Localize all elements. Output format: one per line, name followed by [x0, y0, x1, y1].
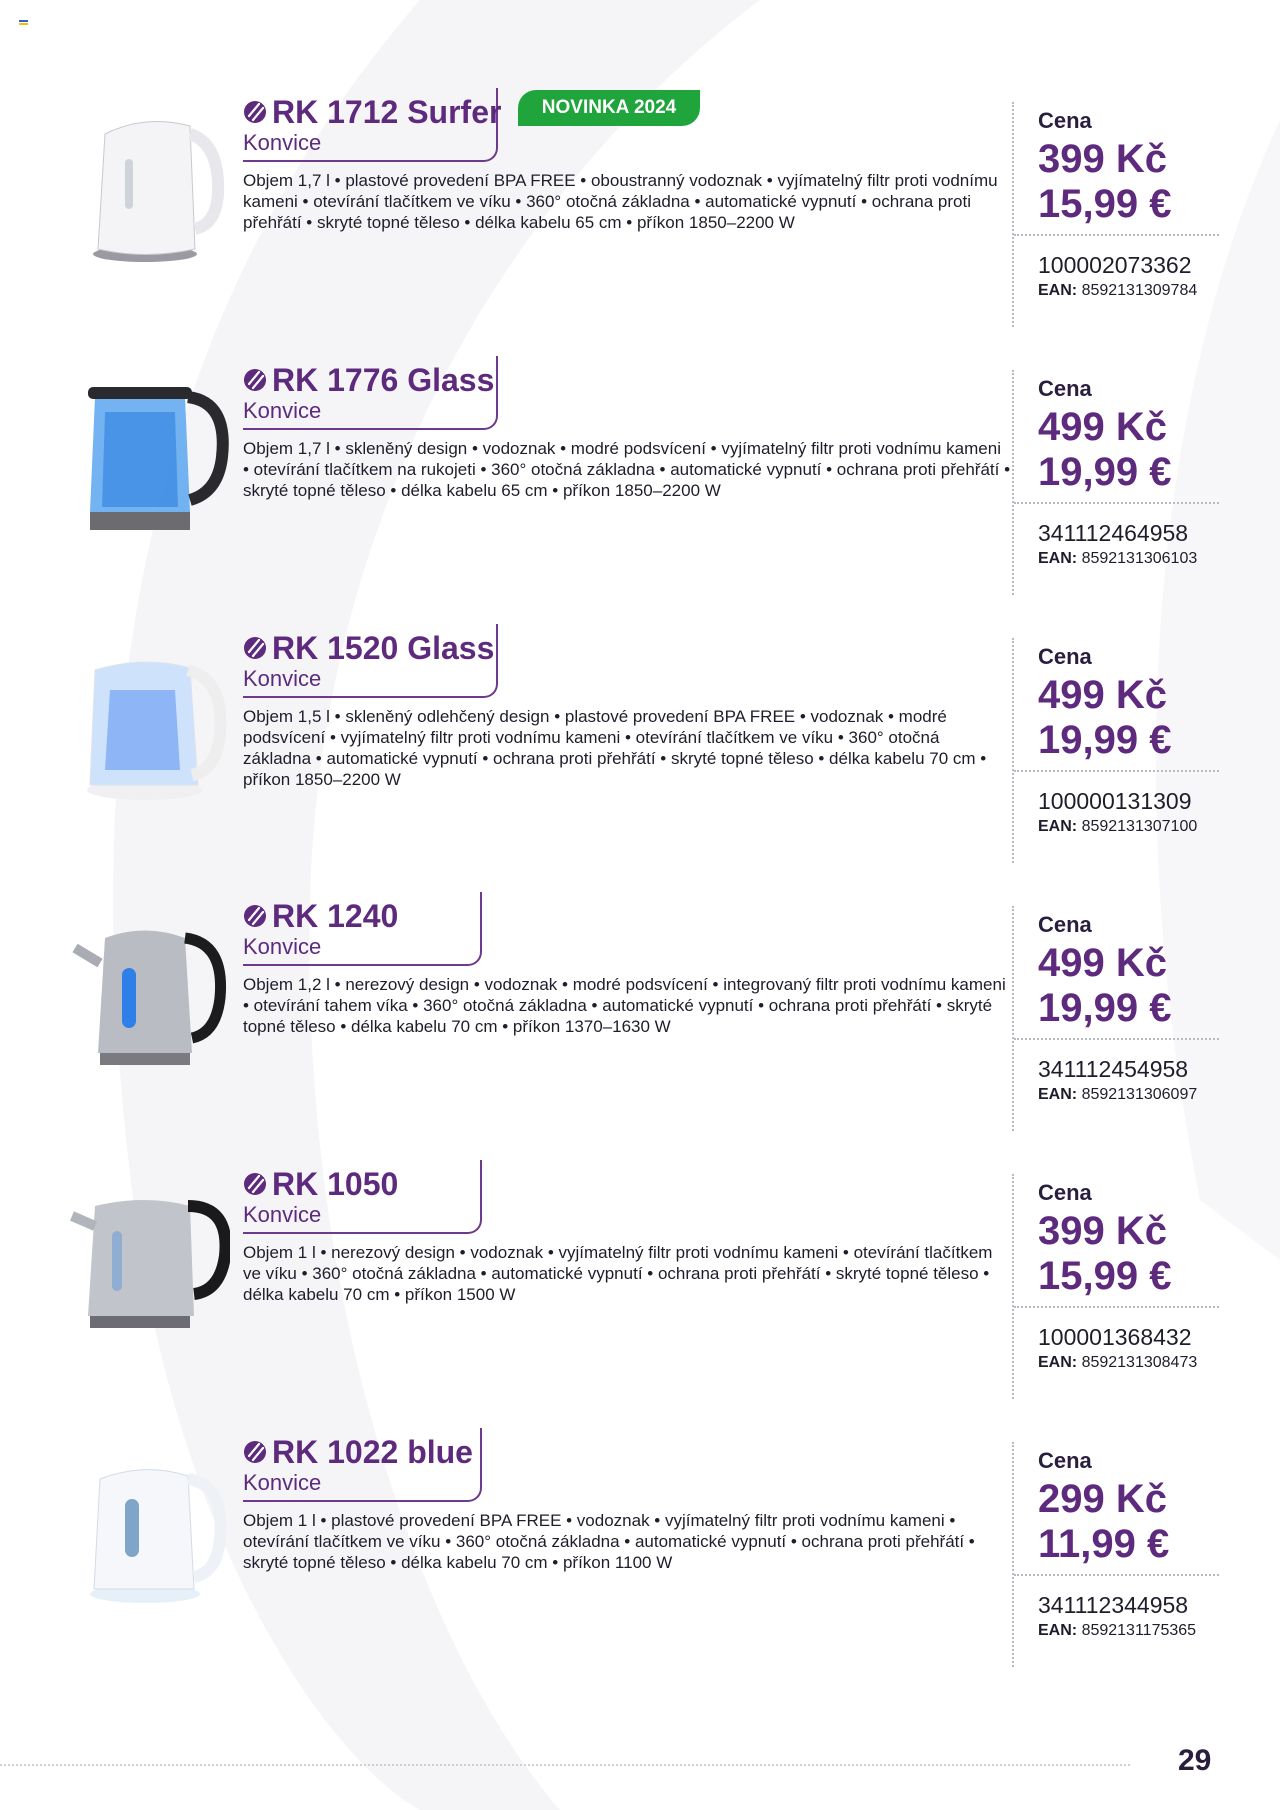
price-label: Cena	[1038, 108, 1092, 133]
product-row	[0, 1160, 1280, 1431]
product-category: Konvice	[243, 666, 322, 691]
ean-line	[1038, 282, 1197, 300]
ean-line	[1038, 1354, 1197, 1372]
glass-blue-kettle-icon	[70, 372, 230, 542]
ean-label: EAN:	[1038, 1086, 1078, 1103]
page-number: 29	[1178, 1744, 1212, 1777]
product-category: Konvice	[243, 1202, 322, 1227]
product-category: Konvice	[243, 934, 322, 959]
ean-value: 8592131307100	[1081, 818, 1198, 835]
price-divider	[1014, 502, 1219, 504]
price-czk: 299 Kč	[1038, 1477, 1167, 1521]
price-block	[1012, 638, 1219, 863]
brand-logo-icon	[243, 904, 267, 928]
ean-line	[1038, 1086, 1197, 1104]
product-title-box	[243, 624, 498, 698]
ean-line	[1038, 1622, 1196, 1640]
product-category: Konvice	[243, 398, 322, 423]
ean-label: EAN:	[1038, 550, 1078, 567]
price-divider	[1014, 234, 1219, 236]
price-divider	[1014, 770, 1219, 772]
price-eur: 19,99 €	[1038, 450, 1172, 494]
product-code: 341112454958	[1038, 1056, 1189, 1082]
brand-logo-icon	[243, 100, 267, 124]
price-label: Cena	[1038, 1448, 1092, 1473]
product-category: Konvice	[243, 1470, 322, 1495]
steel-black-kettle-icon	[70, 1176, 230, 1346]
product-title-box	[243, 1160, 482, 1234]
price-label: Cena	[1038, 1180, 1092, 1205]
price-block	[1012, 906, 1219, 1131]
ean-label: EAN:	[1038, 818, 1078, 835]
price-czk: 499 Kč	[1038, 405, 1167, 449]
glass-white-kettle-icon	[70, 640, 230, 810]
product-description: Objem 1 l • plastové provedení BPA FREE • vodoznak • vyjímatelný filtr proti vodnímu kameni • otevírání tlačítkem ve víku • 360° otočná základna • automatické vypnutí • ochrana proti přehřátí • skryté topné těleso • délka kabelu 70 cm • příkon 1100 W	[243, 1511, 975, 1572]
ean-value: 8592131306097	[1081, 1086, 1198, 1103]
product-row	[0, 624, 1280, 895]
product-row	[0, 892, 1280, 1163]
product-description: Objem 1 l • nerezový design • vodoznak • vyjímatelný filtr proti vodnímu kameni • otevírání tlačítkem ve víku • 360° otočná základna • automatické vypnutí • ochrana proti přehřátí • skryté topné těleso • délka kabelu 70 cm • příkon 1500 W	[243, 1243, 993, 1304]
product-name: RK 1240	[272, 898, 399, 934]
product-category: Konvice	[243, 130, 322, 155]
ean-label: EAN:	[1038, 1354, 1078, 1371]
product-code: 341112344958	[1038, 1592, 1189, 1618]
product-name: RK 1022 blue	[272, 1434, 473, 1470]
product-row	[0, 1428, 1280, 1699]
price-eur: 15,99 €	[1038, 1254, 1172, 1298]
product-description: Objem 1,7 l • skleněný design • vodoznak • modré podsvícení • vyjímatelný filtr proti vodnímu kameni • otevírání tlačítkem na rukojeti • 360° otočná základna • automatické vypnutí • ochrana proti přehřátí • skryté topné těleso • délka kabelu 65 cm • příkon 1850–2200 W	[243, 439, 1011, 500]
ean-value: 8592131308473	[1081, 1354, 1198, 1371]
product-title-box	[243, 892, 482, 966]
brand-logo-icon	[243, 636, 267, 660]
price-czk: 399 Kč	[1038, 137, 1167, 181]
price-eur: 19,99 €	[1038, 718, 1172, 762]
product-name: RK 1712 Surfer	[272, 94, 502, 130]
product-description: Objem 1,7 l • plastové provedení BPA FREE • oboustranný vodoznak • vyjímatelný filtr proti vodnímu kameni • otevírání tlačítkem ve víku • 360° otočná základna • automatické vypnutí • ochrana proti přehřátí • skryté topné těleso • délka kabelu 65 cm • příkon 1850–2200 W	[243, 171, 998, 232]
product-code: 341112464958	[1038, 520, 1189, 546]
price-czk: 499 Kč	[1038, 941, 1167, 985]
brand-logo-icon	[243, 368, 267, 392]
product-code: 100000131309	[1038, 788, 1192, 814]
ean-value: 8592131309784	[1081, 282, 1198, 299]
product-title-box	[243, 1428, 482, 1502]
price-block	[1012, 1442, 1219, 1667]
white-blue-kettle-icon	[70, 1444, 230, 1614]
price-block	[1012, 370, 1219, 595]
price-label: Cena	[1038, 912, 1092, 937]
price-block	[1012, 1174, 1219, 1399]
ean-line	[1038, 818, 1197, 836]
white-plastic-kettle-icon	[70, 104, 230, 274]
language-flag-icon	[19, 20, 28, 27]
product-name: RK 1520 Glass	[272, 630, 495, 666]
price-block	[1012, 102, 1219, 327]
ean-label: EAN:	[1038, 282, 1078, 299]
brand-logo-icon	[243, 1440, 267, 1464]
new-badge: NOVINKA 2024	[518, 90, 700, 126]
price-label: Cena	[1038, 376, 1092, 401]
ean-value: 8592131306103	[1081, 550, 1198, 567]
product-title-box	[243, 88, 502, 162]
product-name: RK 1050	[272, 1166, 399, 1202]
product-code: 100002073362	[1038, 252, 1192, 278]
price-eur: 19,99 €	[1038, 986, 1172, 1030]
product-title-box	[243, 356, 498, 430]
brand-logo-icon	[243, 1172, 267, 1196]
product-description: Objem 1,5 l • skleněný odlehčený design • plastové provedení BPA FREE • vodoznak • modré podsvícení • vyjímatelný filtr proti vodnímu kameni • otevírání tlačítkem ve víku • 360° otočná základna • automatické vypnutí • ochrana proti přehřátí • skryté topné těleso • délka kabelu 70 cm • příkon 1850–2200 W	[243, 707, 987, 789]
product-description: Objem 1,2 l • nerezový design • vodoznak • modré podsvícení • integrovaný filtr proti vodnímu kameni • otevírání tahem víka • 360° otočná základna • automatické vypnutí • ochrana proti přehřátí • skryté topné těleso • délka kabelu 70 cm • příkon 1370–1630 W	[243, 975, 1006, 1036]
price-czk: 499 Kč	[1038, 673, 1167, 717]
steel-kettle-icon	[70, 908, 230, 1078]
price-label: Cena	[1038, 644, 1092, 669]
product-code: 100001368432	[1038, 1324, 1192, 1350]
price-divider	[1014, 1306, 1219, 1308]
ean-label: EAN:	[1038, 1622, 1078, 1639]
product-name: RK 1776 Glass	[272, 362, 495, 398]
product-row	[0, 356, 1280, 627]
price-eur: 11,99 €	[1038, 1522, 1170, 1566]
price-eur: 15,99 €	[1038, 182, 1172, 226]
ean-value: 8592131175365	[1081, 1622, 1197, 1639]
price-divider	[1014, 1038, 1219, 1040]
product-row	[0, 88, 1280, 359]
ean-line	[1038, 550, 1197, 568]
price-divider	[1014, 1574, 1219, 1576]
footer-divider	[0, 1764, 1130, 1766]
price-czk: 399 Kč	[1038, 1209, 1167, 1253]
